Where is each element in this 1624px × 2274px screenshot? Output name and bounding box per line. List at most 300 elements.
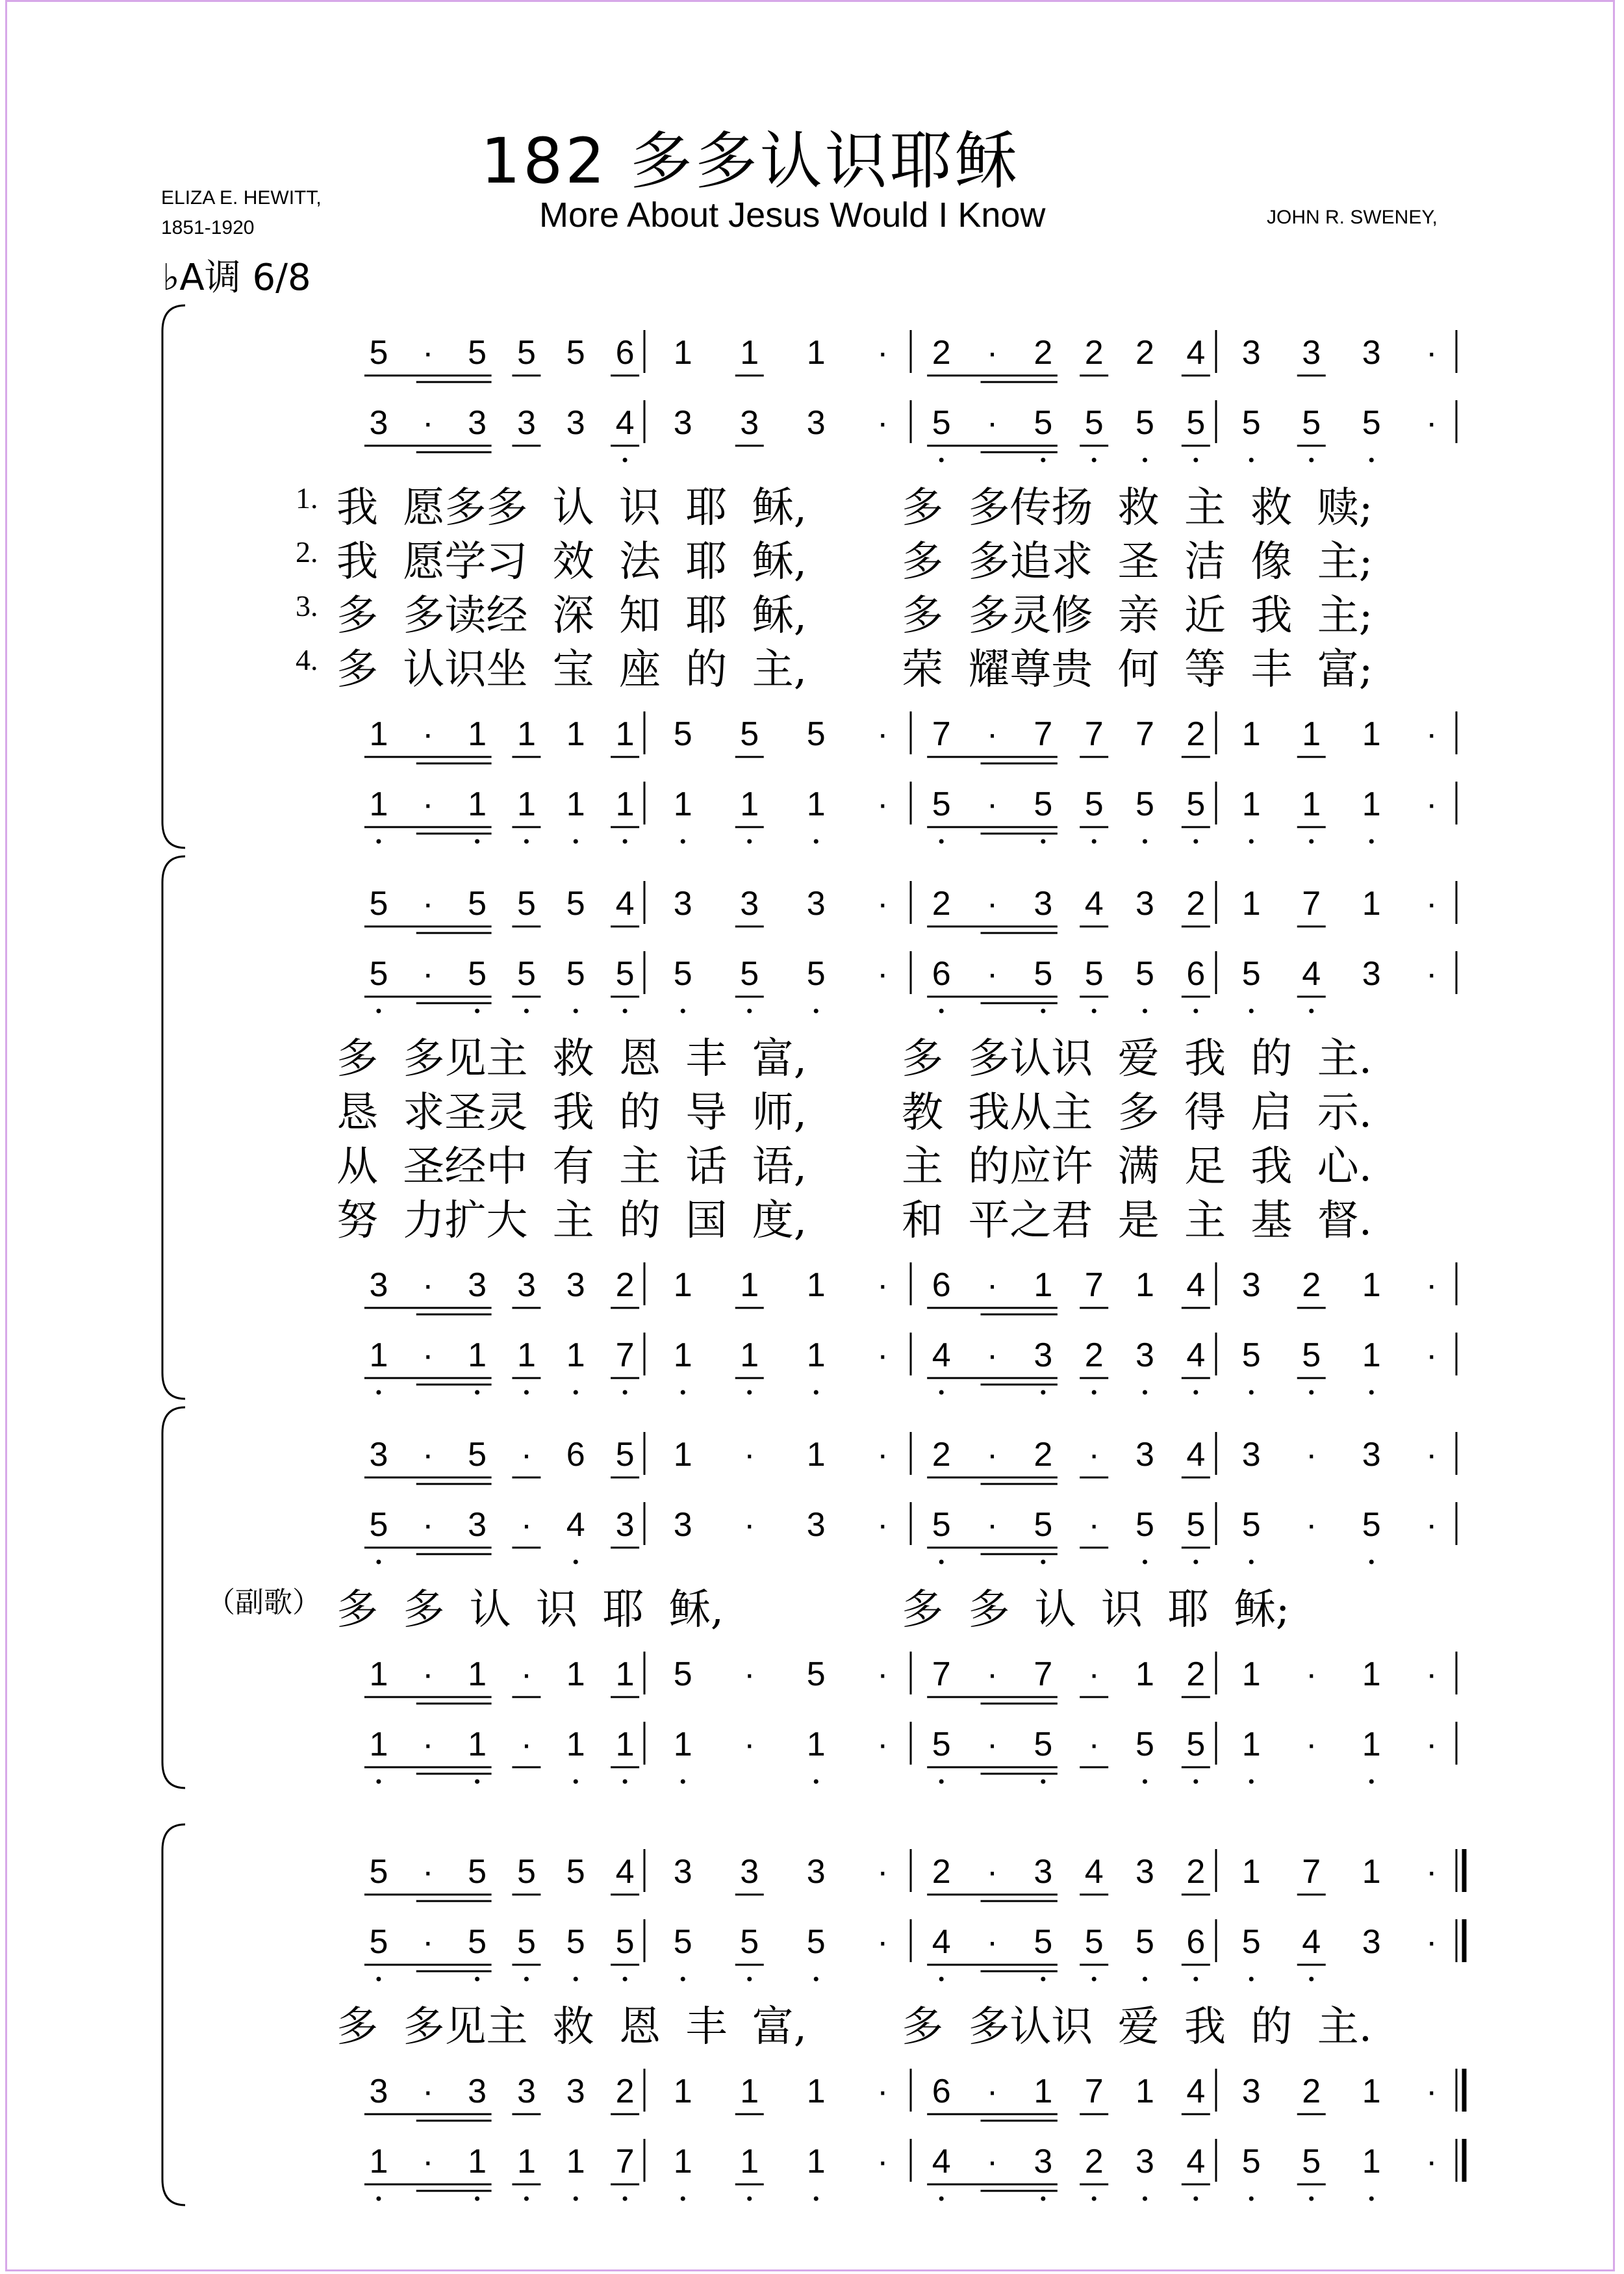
note: 5 (468, 955, 487, 993)
note: 1 (1034, 1266, 1053, 1304)
note: 2 (1084, 1336, 1104, 1374)
note: 3 (1034, 885, 1053, 923)
note: 5 (516, 955, 536, 993)
note: 7 (1084, 1266, 1104, 1304)
duration-dot: · (1426, 1923, 1438, 1961)
note: 5 (1136, 955, 1154, 993)
note: 1 (740, 1336, 759, 1374)
duration-dot: · (520, 1655, 533, 1693)
duration-dot: · (986, 1923, 998, 1961)
note: 7 (615, 1336, 635, 1374)
note: 1 (806, 1336, 826, 1374)
octave-dot (681, 839, 685, 844)
duration-dot: · (520, 1726, 533, 1763)
duration-dot: · (986, 1853, 998, 1891)
note: 1 (1362, 2143, 1381, 2180)
note: 5 (516, 885, 536, 923)
lyric-line-second-half: 多 多认识 爱 我 的 主. (902, 2003, 1373, 2051)
duration-dot: · (877, 1923, 889, 1961)
duration-dot: · (1426, 1655, 1438, 1693)
note: 1 (1302, 786, 1321, 823)
note: 3 (806, 404, 826, 442)
note: 2 (1186, 1655, 1206, 1693)
note: 3 (468, 404, 487, 442)
note: 5 (516, 1853, 536, 1891)
duration-dot: · (1088, 1655, 1100, 1693)
octave-dot (475, 839, 479, 844)
octave-dot (1249, 1009, 1254, 1014)
note: 5 (673, 955, 692, 993)
octave-dot (1249, 1560, 1254, 1565)
lyric-line-first-half: 多 多 认 识 耶 稣, (336, 1586, 724, 1634)
octave-dot (524, 1390, 529, 1395)
duration-dot: · (986, 2073, 998, 2110)
octave-dot (1193, 458, 1198, 463)
note: 4 (615, 404, 635, 442)
note: 2 (932, 1853, 951, 1891)
octave-dot (747, 1977, 752, 1982)
octave-dot (939, 839, 944, 844)
note: 5 (932, 1506, 951, 1544)
note: 3 (1362, 1923, 1381, 1961)
octave-dot (1143, 1780, 1147, 1784)
note: 5 (806, 715, 826, 753)
note: 7 (1084, 715, 1104, 753)
octave-dot (524, 1977, 529, 1982)
octave-dot (681, 1009, 685, 1014)
lyric-line-first-half: 多 多见主 救 恩 丰 富, (336, 1035, 807, 1083)
note: 5 (566, 885, 585, 923)
note: 1 (566, 786, 585, 823)
octave-dot (475, 1977, 479, 1982)
note: 4 (1186, 334, 1206, 372)
duration-dot: · (422, 1506, 434, 1544)
note: 3 (740, 404, 759, 442)
note: 5 (369, 1506, 388, 1544)
note: 5 (1241, 955, 1261, 993)
duration-dot: · (877, 1655, 889, 1693)
octave-dot (376, 1560, 381, 1565)
note: 1 (1362, 1655, 1381, 1693)
key-signature: ♭A调 6/8 (162, 257, 311, 299)
note: 3 (806, 1853, 826, 1891)
octave-dot (1369, 839, 1374, 844)
octave-dot (574, 1390, 578, 1395)
note: 2 (932, 334, 951, 372)
note: 3 (369, 404, 388, 442)
note: 3 (516, 1266, 536, 1304)
octave-dot (1041, 839, 1045, 844)
octave-dot (623, 2197, 628, 2201)
note: 3 (516, 404, 536, 442)
octave-dot (376, 1390, 381, 1395)
duration-dot: · (986, 786, 998, 823)
duration-dot: · (986, 1506, 998, 1544)
note: 5 (1302, 404, 1321, 442)
note: 2 (615, 1266, 635, 1304)
octave-dot (939, 1390, 944, 1395)
duration-dot: · (422, 404, 434, 442)
note: 6 (615, 334, 635, 372)
note: 1 (1136, 1266, 1154, 1304)
octave-dot (681, 1977, 685, 1982)
octave-dot (1369, 1390, 1374, 1395)
duration-dot: · (1088, 1726, 1100, 1763)
note: 5 (468, 885, 487, 923)
note: 5 (1241, 1336, 1261, 1374)
note: 5 (1034, 955, 1053, 993)
note: 1 (1241, 885, 1261, 923)
note: 1 (1241, 1853, 1261, 1891)
octave-dot (747, 1390, 752, 1395)
note: 1 (740, 2143, 759, 2180)
note: 2 (932, 1436, 951, 1474)
duration-dot: · (1426, 2143, 1438, 2180)
note: 3 (516, 2073, 536, 2110)
note: 1 (516, 786, 536, 823)
octave-dot (1092, 1009, 1097, 1014)
octave-dot (1092, 1390, 1097, 1395)
note: 5 (1186, 1506, 1206, 1544)
duration-dot: · (422, 955, 434, 993)
duration-dot: · (1306, 1726, 1317, 1763)
octave-dot (1369, 1780, 1374, 1784)
note: 5 (1136, 1506, 1154, 1544)
octave-dot (814, 1780, 818, 1784)
note: 5 (673, 1923, 692, 1961)
duration-dot: · (1426, 404, 1438, 442)
note: 5 (1186, 786, 1206, 823)
duration-dot: · (877, 786, 889, 823)
note: 3 (1136, 1336, 1154, 1374)
duration-dot: · (1426, 1506, 1438, 1544)
note: 3 (740, 885, 759, 923)
note: 1 (1362, 1726, 1381, 1763)
octave-dot (623, 839, 628, 844)
note: 4 (932, 1923, 951, 1961)
octave-dot (475, 1780, 479, 1784)
duration-dot: · (422, 1655, 434, 1693)
note: 4 (1186, 1336, 1206, 1374)
note: 1 (468, 1726, 487, 1763)
note: 5 (932, 404, 951, 442)
duration-dot: · (422, 334, 434, 372)
duration-dot: · (1426, 2073, 1438, 2110)
note: 2 (615, 2073, 635, 2110)
note: 5 (740, 715, 759, 753)
octave-dot (1041, 1977, 1045, 1982)
octave-dot (574, 1009, 578, 1014)
duration-dot: · (986, 715, 998, 753)
duration-dot: · (1426, 1853, 1438, 1891)
note: 5 (932, 786, 951, 823)
octave-dot (1309, 2197, 1313, 2201)
octave-dot (1193, 1977, 1198, 1982)
octave-dot (1249, 1780, 1254, 1784)
note: 1 (673, 2073, 692, 2110)
english-title: More About Jesus Would I Know (539, 196, 1046, 235)
note: 1 (615, 1655, 635, 1693)
octave-dot (475, 2197, 479, 2201)
octave-dot (1041, 2197, 1045, 2201)
octave-dot (623, 1977, 628, 1982)
note: 1 (673, 2143, 692, 2180)
octave-dot (1369, 2197, 1374, 2201)
octave-dot (1143, 1009, 1147, 1014)
duration-dot: · (422, 786, 434, 823)
note: 2 (1302, 1266, 1321, 1304)
note: 1 (806, 334, 826, 372)
duration-dot: · (1426, 1726, 1438, 1763)
note: 6 (1186, 1923, 1206, 1961)
note: 7 (932, 715, 951, 753)
duration-dot: · (520, 1506, 533, 1544)
duration-dot: · (986, 2143, 998, 2180)
duration-dot: · (1426, 955, 1438, 993)
note: 1 (468, 715, 487, 753)
note: 2 (1186, 715, 1206, 753)
octave-dot (574, 839, 578, 844)
note: 5 (615, 1923, 635, 1961)
octave-dot (623, 1780, 628, 1784)
note: 3 (1136, 2143, 1154, 2180)
octave-dot (574, 1560, 578, 1565)
octave-dot (1041, 1560, 1045, 1565)
note: 5 (1186, 1726, 1206, 1763)
note: 1 (1362, 1853, 1381, 1891)
note: 3 (1034, 1336, 1053, 1374)
note: 5 (1136, 404, 1154, 442)
duration-dot: · (1426, 885, 1438, 923)
system-brace (162, 1824, 185, 2205)
duration-dot: · (422, 715, 434, 753)
note: 1 (673, 1436, 692, 1474)
note: 4 (566, 1506, 585, 1544)
note: 5 (566, 955, 585, 993)
duration-dot: · (986, 1266, 998, 1304)
octave-dot (1193, 1780, 1198, 1784)
octave-dot (939, 1977, 944, 1982)
note: 1 (369, 1726, 388, 1763)
note: 1 (806, 786, 826, 823)
note: 1 (615, 715, 635, 753)
note: 3 (1302, 334, 1321, 372)
note: 5 (1186, 404, 1206, 442)
note: 5 (369, 334, 388, 372)
note: 1 (369, 786, 388, 823)
duration-dot: · (1426, 786, 1438, 823)
note: 7 (1034, 1655, 1053, 1693)
note: 5 (1084, 404, 1104, 442)
note: 1 (806, 1436, 826, 1474)
note: 1 (1136, 2073, 1154, 2110)
note: 5 (806, 955, 826, 993)
duration-dot: · (1306, 1506, 1317, 1544)
note: 3 (369, 1436, 388, 1474)
note: 4 (1186, 2073, 1206, 2110)
note: 3 (468, 2073, 487, 2110)
octave-dot (1249, 839, 1254, 844)
octave-dot (623, 1009, 628, 1014)
note: 1 (1136, 1655, 1154, 1693)
note: 1 (468, 2143, 487, 2180)
author-years: 1851-1920 (161, 217, 255, 238)
note: 5 (1241, 2143, 1261, 2180)
note: 5 (468, 1923, 487, 1961)
author-name: ELIZA E. HEWITT, (161, 187, 322, 209)
octave-dot (623, 458, 628, 463)
note: 5 (740, 1923, 759, 1961)
octave-dot (814, 839, 818, 844)
duration-dot: · (1306, 1655, 1317, 1693)
lyric-line-first-half: 恳 求圣灵 我 的 导 师, (336, 1089, 807, 1137)
octave-dot (574, 1780, 578, 1784)
note: 3 (673, 1853, 692, 1891)
note: 1 (1362, 1266, 1381, 1304)
verse-number: 2. (296, 535, 318, 568)
note: 3 (1136, 1853, 1154, 1891)
octave-dot (1309, 1390, 1313, 1395)
duration-dot: · (1306, 1436, 1317, 1474)
octave-dot (939, 2197, 944, 2201)
note: 1 (806, 1726, 826, 1763)
note: 1 (1241, 1655, 1261, 1693)
octave-dot (524, 2197, 529, 2201)
note: 3 (369, 1266, 388, 1304)
note: 3 (566, 1266, 585, 1304)
note: 3 (1241, 1266, 1261, 1304)
note: 4 (1186, 1436, 1206, 1474)
note: 5 (1084, 1923, 1104, 1961)
duration-dot: · (986, 955, 998, 993)
duration-dot: · (877, 2073, 889, 2110)
duration-dot: · (422, 1336, 434, 1374)
octave-dot (475, 1390, 479, 1395)
note: 3 (615, 1506, 635, 1544)
note: 3 (566, 404, 585, 442)
note: 4 (1084, 885, 1104, 923)
note: 3 (1362, 955, 1381, 993)
octave-dot (1249, 1977, 1254, 1982)
note: 1 (673, 1336, 692, 1374)
octave-dot (1193, 2197, 1198, 2201)
note: 6 (566, 1436, 585, 1474)
note: 1 (740, 2073, 759, 2110)
note: 3 (1241, 334, 1261, 372)
note: 7 (1302, 885, 1321, 923)
octave-dot (1143, 839, 1147, 844)
octave-dot (1041, 1390, 1045, 1395)
note: 7 (1302, 1853, 1321, 1891)
duration-dot: · (422, 2073, 434, 2110)
duration-dot: · (422, 2143, 434, 2180)
system-brace (162, 305, 185, 848)
note: 1 (566, 1655, 585, 1693)
lyric-line-second-half: 教 我从主 多 得 启 示. (902, 1089, 1373, 1137)
note: 5 (468, 1436, 487, 1474)
verse-number: 4. (296, 643, 318, 676)
note: 1 (673, 1726, 692, 1763)
hymn-title: 182 多多认识耶稣 (481, 125, 1020, 198)
system-brace (162, 856, 185, 1399)
note: 2 (1034, 1436, 1053, 1474)
octave-dot (1193, 839, 1198, 844)
duration-dot: · (877, 955, 889, 993)
octave-dot (1143, 1977, 1147, 1982)
note: 1 (673, 786, 692, 823)
octave-dot (747, 839, 752, 844)
note: 4 (1084, 1853, 1104, 1891)
duration-dot: · (1426, 1336, 1438, 1374)
note: 1 (615, 786, 635, 823)
note: 1 (1302, 715, 1321, 753)
note: 5 (1362, 404, 1381, 442)
note: 5 (673, 715, 692, 753)
note: 1 (740, 334, 759, 372)
octave-dot (939, 1009, 944, 1014)
note: 1 (566, 1726, 585, 1763)
note: 1 (1241, 786, 1261, 823)
note: 5 (806, 1655, 826, 1693)
note: 5 (1034, 1726, 1053, 1763)
octave-dot (1193, 1009, 1198, 1014)
composer-credit: JOHN R. SWENEY, (1267, 207, 1438, 228)
note: 5 (1136, 1726, 1154, 1763)
duration-dot: · (1426, 1266, 1438, 1304)
octave-dot (1143, 2197, 1147, 2201)
note: 5 (1136, 786, 1154, 823)
octave-dot (1309, 1009, 1313, 1014)
octave-dot (1309, 839, 1313, 844)
note: 5 (1241, 1923, 1261, 1961)
verse-number: 3. (296, 589, 318, 622)
lyric-line-second-half: 主 的应许 满 足 我 心. (902, 1143, 1373, 1191)
lyric-line-first-half: 多 多见主 救 恩 丰 富, (336, 2003, 807, 2051)
note: 3 (566, 2073, 585, 2110)
note: 1 (673, 1266, 692, 1304)
note: 5 (1302, 1336, 1321, 1374)
note: 4 (615, 885, 635, 923)
octave-dot (1369, 458, 1374, 463)
duration-dot: · (986, 334, 998, 372)
note: 6 (932, 955, 951, 993)
lyric-line-first-half: 多 认识坐 宝 座 的 主, (336, 646, 807, 694)
octave-dot (475, 1009, 479, 1014)
note: 5 (468, 1853, 487, 1891)
octave-dot (1092, 839, 1097, 844)
note: 4 (1302, 1923, 1321, 1961)
note: 5 (566, 1923, 585, 1961)
note: 4 (932, 2143, 951, 2180)
note: 1 (1241, 1726, 1261, 1763)
octave-dot (376, 839, 381, 844)
note: 1 (369, 1336, 388, 1374)
octave-dot (1249, 1390, 1254, 1395)
lyric-line-first-half: 从 圣经中 有 主 话 语, (336, 1143, 807, 1191)
duration-dot: · (877, 2143, 889, 2180)
octave-dot (814, 2197, 818, 2201)
octave-dot (939, 1560, 944, 1565)
octave-dot (681, 1780, 685, 1784)
lyric-line-first-half: 我 愿多多 认 识 耶 稣, (336, 484, 807, 532)
system-brace (162, 1407, 185, 1788)
note: 2 (1084, 334, 1104, 372)
note: 1 (740, 1266, 759, 1304)
note: 1 (806, 2143, 826, 2180)
duration-dot: · (877, 715, 889, 753)
octave-dot (814, 1009, 818, 1014)
note: 3 (806, 1506, 826, 1544)
